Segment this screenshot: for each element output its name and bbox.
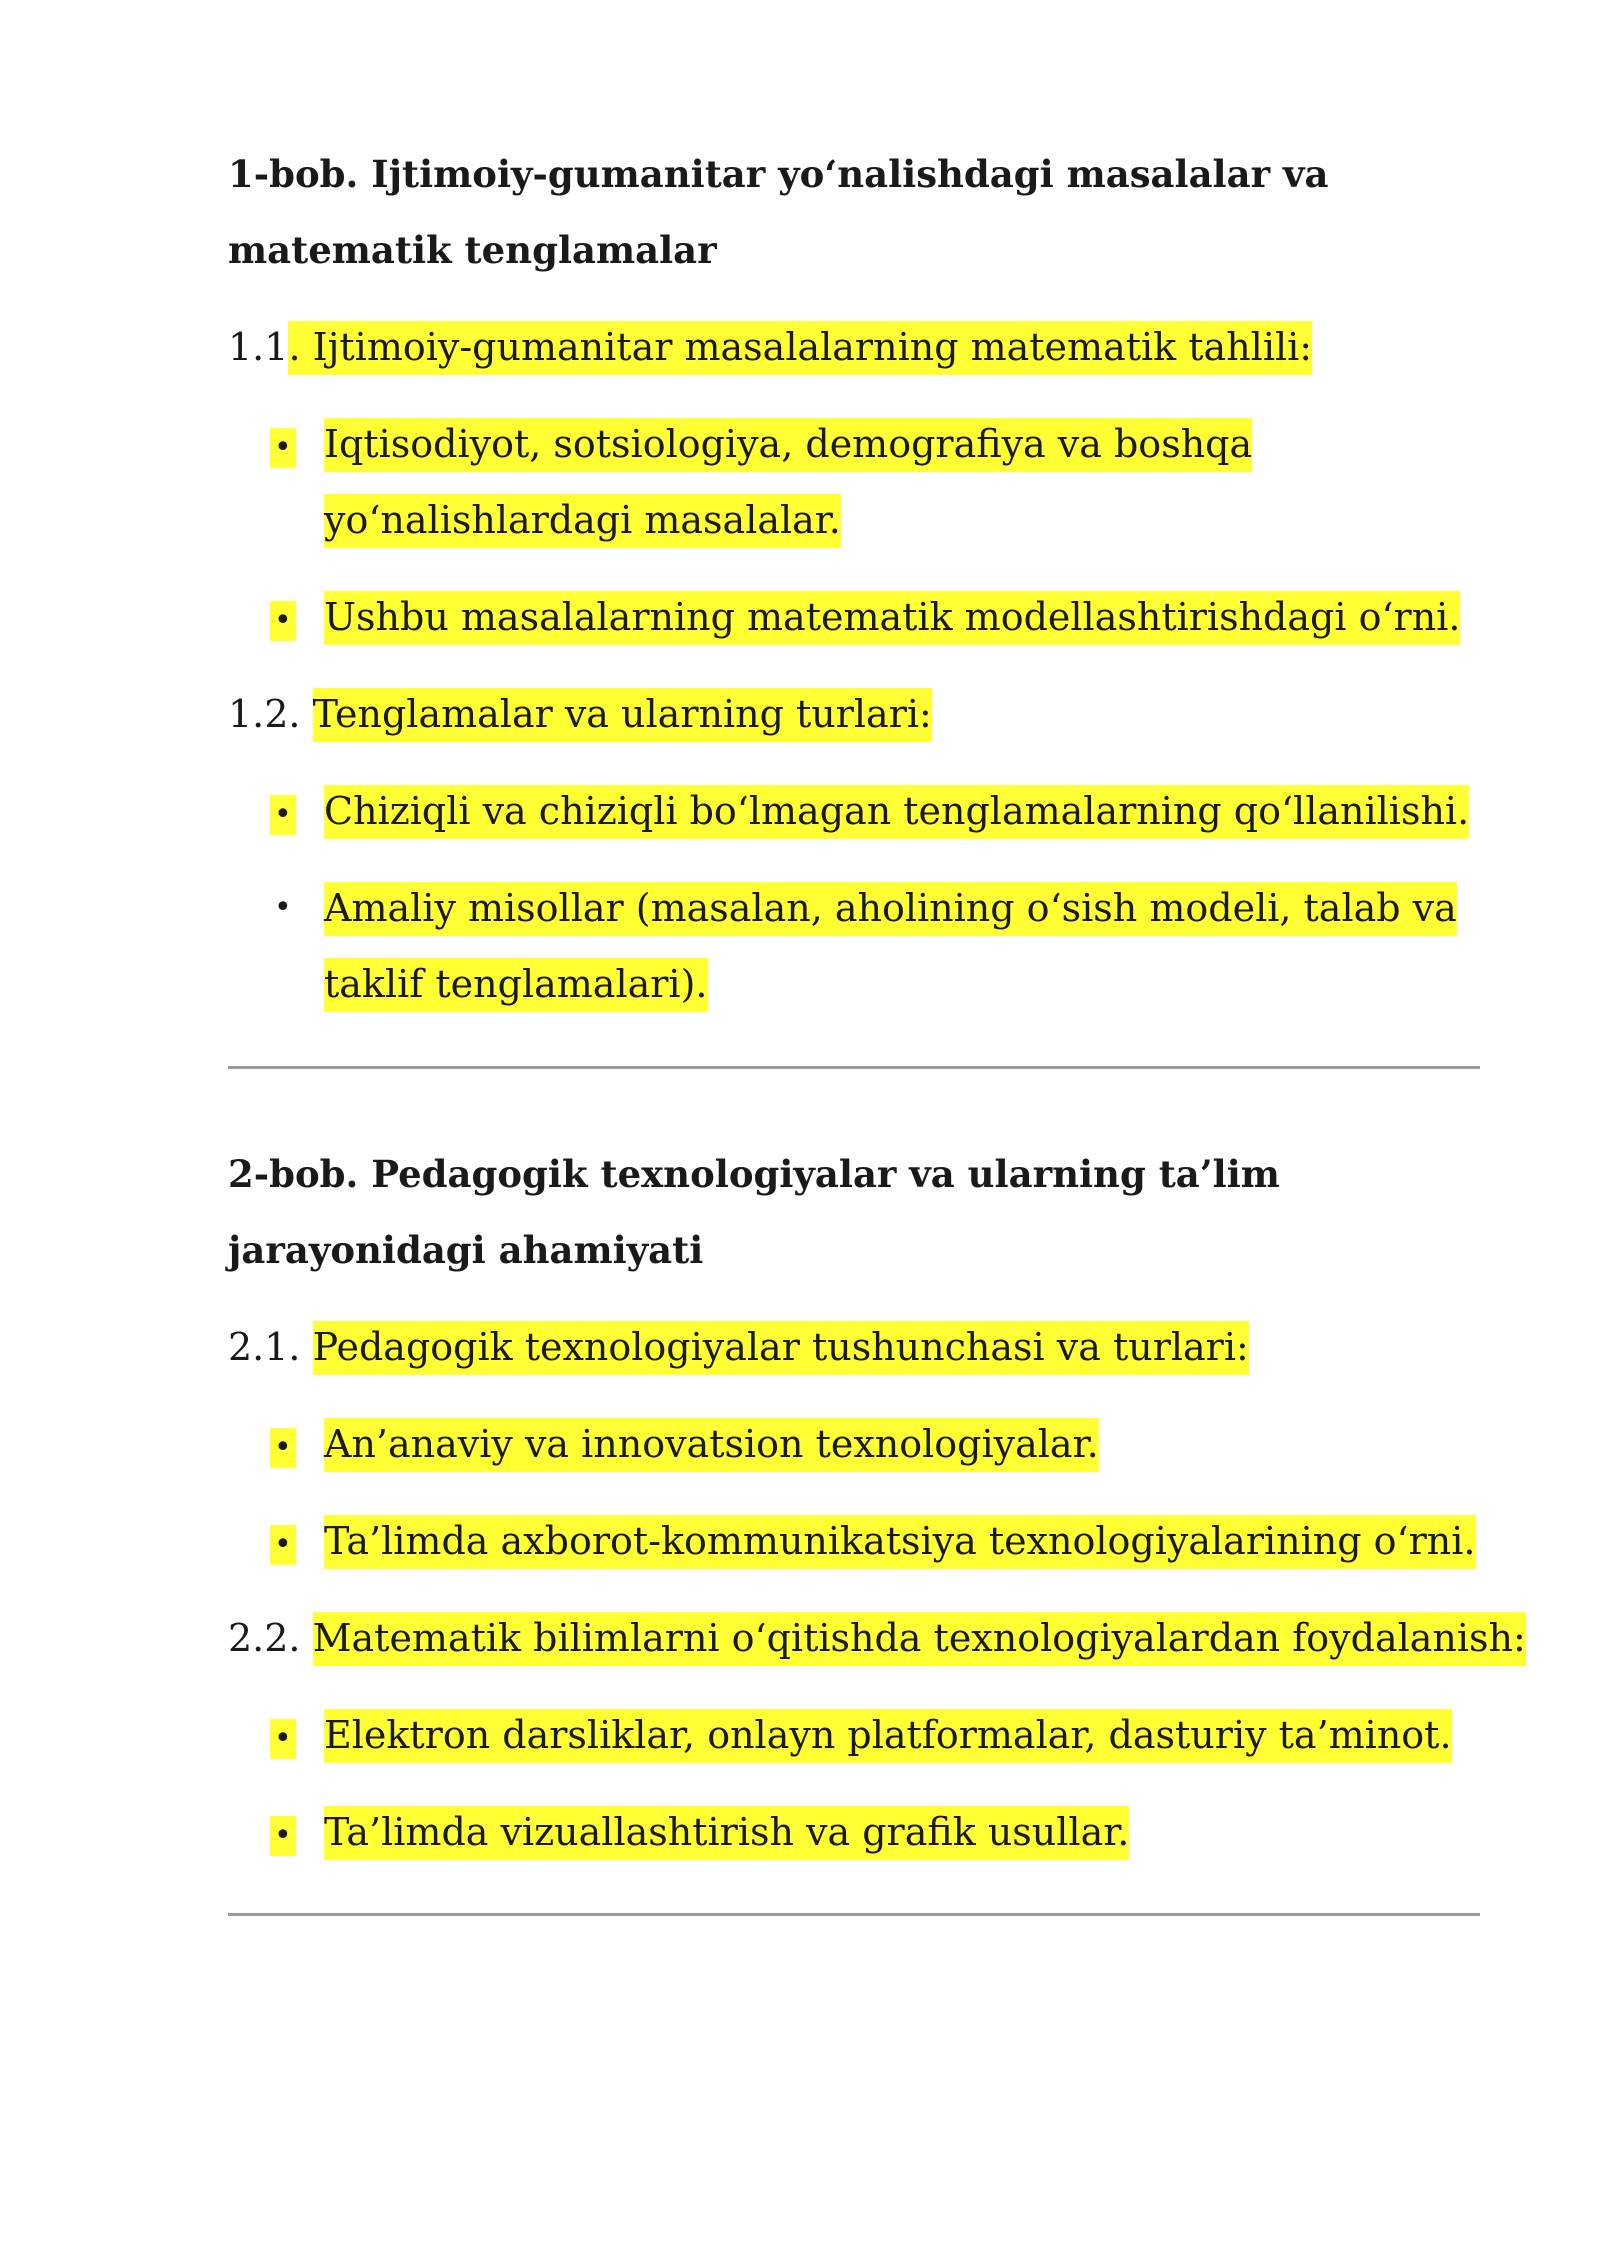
section-heading-text: Pedagogik texnologiyalar tushunchasi va turlari:	[313, 1321, 1249, 1375]
list-item	[228, 870, 1480, 1022]
bullet-icon: •	[270, 601, 296, 641]
bullet-list	[228, 1406, 1480, 1579]
list-item	[228, 773, 1480, 849]
chapter-2	[228, 1136, 1526, 1870]
bullet-icon: •	[270, 795, 296, 835]
section-heading-text: Tenglamalar va ularning turlari:	[313, 688, 932, 742]
chapter-title: 1-bob. Ijtimoiy-gumanitar yo‘nalishdagi masalalar va matematik tenglamalar	[228, 152, 1329, 272]
bullet-list	[228, 1697, 1480, 1870]
section-heading-2-2	[228, 1600, 1526, 1676]
chapter-1	[228, 136, 1480, 1022]
bullet-list	[228, 406, 1480, 655]
horizontal-divider	[228, 1913, 1480, 1916]
list-item	[228, 406, 1480, 558]
bullet-list	[228, 773, 1480, 1022]
list-item-text: Ta’limda axborot-kommunikatsiya texnologiyalarining o‘rni.	[324, 1515, 1476, 1569]
horizontal-divider	[228, 1066, 1480, 1069]
list-item-text: Ta’limda vizuallashtirish va grafik usullar.	[324, 1806, 1129, 1860]
list-item-text: Chiziqli va chiziqli bo‘lmagan tenglamalarning qo‘llanilishi.	[324, 785, 1469, 839]
section-number: 1.2.	[228, 692, 301, 736]
list-item-text: Amaliy misollar (masalan, aholining o‘sish modeli, talab va taklif tenglamalari).	[324, 882, 1457, 1012]
section-heading-2-1	[228, 1309, 1480, 1385]
chapter-title: 2-bob. Pedagogik texnologiyalar va ularning ta’lim jarayonidagi ahamiyati	[228, 1152, 1280, 1272]
bullet-icon: •	[270, 428, 296, 468]
list-item	[228, 1503, 1480, 1579]
list-item-text: Elektron darsliklar, onlayn platformalar, dasturiy ta’minot.	[324, 1709, 1452, 1763]
list-item-text: Ushbu masalalarning matematik modellashtirishdagi o‘rni.	[324, 591, 1460, 645]
bullet-icon: •	[274, 890, 292, 925]
bullet-icon: •	[270, 1816, 296, 1856]
bullet-icon: •	[270, 1719, 296, 1759]
section-number: 1.1	[228, 325, 289, 369]
list-item	[228, 1406, 1480, 1482]
list-item	[228, 1697, 1480, 1773]
section-number: 2.2.	[228, 1616, 301, 1660]
list-item	[228, 1794, 1480, 1870]
list-item-text: An’anaviy va innovatsion texnologiyalar.	[324, 1418, 1099, 1472]
section-heading-text: Matematik bilimlarni o‘qitishda texnologiyalardan foydalanish:	[313, 1612, 1526, 1666]
list-item-text: Iqtisodiyot, sotsiologiya, demografiya va boshqa yo‘nalishlardagi masalalar.	[324, 418, 1252, 548]
section-number: 2.1.	[228, 1325, 301, 1369]
section-heading-1-2	[228, 676, 1480, 752]
bullet-icon: •	[270, 1428, 296, 1468]
section-heading-1-1	[228, 309, 1480, 385]
list-item	[228, 579, 1480, 655]
section-heading-text: . Ijtimoiy-gumanitar masalalarning matematik tahlili:	[288, 321, 1312, 375]
bullet-icon: •	[270, 1525, 296, 1565]
